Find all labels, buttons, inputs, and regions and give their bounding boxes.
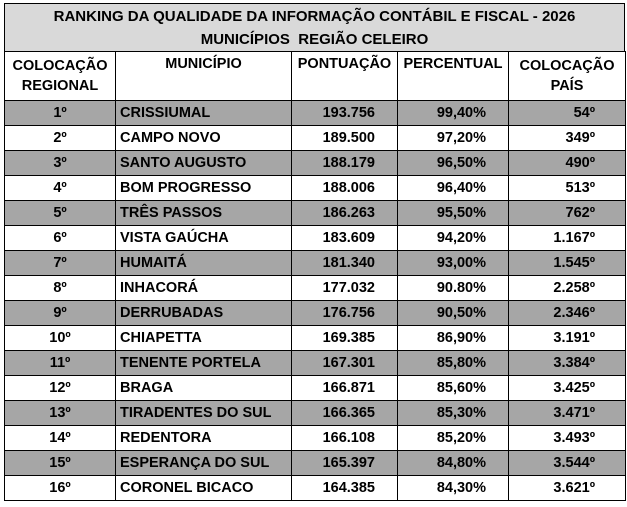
cell-colocacao-regional: 10º	[5, 326, 116, 351]
cell-percentual: 84,30%	[398, 476, 509, 501]
ranking-table	[4, 51, 626, 501]
cell-pontuacao: 183.609	[292, 226, 398, 251]
cell-colocacao-pais: 1.167º	[509, 226, 626, 251]
cell-municipio: TRÊS PASSOS	[116, 201, 292, 226]
cell-percentual: 94,20%	[398, 226, 509, 251]
cell-pontuacao: 181.340	[292, 251, 398, 276]
table-row	[5, 101, 626, 126]
cell-colocacao-regional: 13º	[5, 401, 116, 426]
header-municipio	[116, 52, 292, 101]
table-row	[5, 126, 626, 151]
cell-municipio: TENENTE PORTELA	[116, 351, 292, 376]
cell-pontuacao: 193.756	[292, 101, 398, 126]
cell-percentual: 97,20%	[398, 126, 509, 151]
cell-municipio: BOM PROGRESSO	[116, 176, 292, 201]
cell-pontuacao: 166.108	[292, 426, 398, 451]
header-row	[5, 52, 626, 101]
header-colocacao-pais	[509, 52, 626, 101]
table-row	[5, 301, 626, 326]
cell-percentual: 84,80%	[398, 451, 509, 476]
cell-municipio: CHIAPETTA	[116, 326, 292, 351]
cell-colocacao-pais: 54º	[509, 101, 626, 126]
table-row	[5, 326, 626, 351]
cell-municipio: HUMAITÁ	[116, 251, 292, 276]
cell-percentual: 96,40%	[398, 176, 509, 201]
header-colocacao-regional-line1: COLOCAÇÃO	[12, 58, 108, 74]
cell-colocacao-pais: 2.346º	[509, 301, 626, 326]
cell-pontuacao: 176.756	[292, 301, 398, 326]
ranking-sheet	[4, 3, 625, 501]
cell-colocacao-pais: 3.493º	[509, 426, 626, 451]
cell-percentual: 85,60%	[398, 376, 509, 401]
cell-pontuacao: 169.385	[292, 326, 398, 351]
cell-colocacao-pais: 762º	[509, 201, 626, 226]
cell-colocacao-regional: 7º	[5, 251, 116, 276]
cell-pontuacao: 188.179	[292, 151, 398, 176]
header-colocacao-pais-line1: COLOCAÇÃO	[519, 58, 615, 74]
cell-colocacao-regional: 16º	[5, 476, 116, 501]
title-block	[4, 3, 625, 51]
table-row	[5, 251, 626, 276]
table-row	[5, 151, 626, 176]
cell-colocacao-pais: 3.425º	[509, 376, 626, 401]
cell-percentual: 85,20%	[398, 426, 509, 451]
cell-pontuacao: 164.385	[292, 476, 398, 501]
cell-colocacao-regional: 14º	[5, 426, 116, 451]
cell-colocacao-regional: 3º	[5, 151, 116, 176]
cell-percentual: 85,80%	[398, 351, 509, 376]
table-row	[5, 476, 626, 501]
cell-colocacao-regional: 1º	[5, 101, 116, 126]
cell-percentual: 99,40%	[398, 101, 509, 126]
table-row	[5, 176, 626, 201]
cell-percentual: 96,50%	[398, 151, 509, 176]
cell-municipio: BRAGA	[116, 376, 292, 401]
cell-municipio: VISTA GAÚCHA	[116, 226, 292, 251]
table-row	[5, 276, 626, 301]
cell-pontuacao: 165.397	[292, 451, 398, 476]
cell-pontuacao: 166.365	[292, 401, 398, 426]
title-line-1: RANKING DA QUALIDADE DA INFORMAÇÃO CONTÁBIL E FISCAL - 2026	[53, 8, 576, 25]
table-row	[5, 201, 626, 226]
cell-colocacao-pais: 513º	[509, 176, 626, 201]
cell-colocacao-regional: 9º	[5, 301, 116, 326]
cell-colocacao-pais: 1.545º	[509, 251, 626, 276]
cell-colocacao-pais: 3.384º	[509, 351, 626, 376]
cell-percentual: 95,50%	[398, 201, 509, 226]
cell-municipio: SANTO AUGUSTO	[116, 151, 292, 176]
cell-percentual: 93,00%	[398, 251, 509, 276]
cell-colocacao-regional: 12º	[5, 376, 116, 401]
header-pontuacao-label: PONTUAÇÃO	[297, 56, 392, 72]
table-body	[5, 101, 626, 501]
cell-colocacao-regional: 6º	[5, 226, 116, 251]
cell-colocacao-pais: 3.544º	[509, 451, 626, 476]
cell-colocacao-pais: 3.191º	[509, 326, 626, 351]
title-line-2: MUNICÍPIOS REGIÃO CELEIRO	[200, 31, 429, 48]
cell-municipio: INHACORÁ	[116, 276, 292, 301]
header-municipio-label: MUNICÍPIO	[165, 56, 242, 72]
cell-municipio: DERRUBADAS	[116, 301, 292, 326]
cell-colocacao-pais: 2.258º	[509, 276, 626, 301]
cell-municipio: CRISSIUMAL	[116, 101, 292, 126]
cell-percentual: 85,30%	[398, 401, 509, 426]
table-row	[5, 351, 626, 376]
cell-percentual: 90.80%	[398, 276, 509, 301]
table-row	[5, 376, 626, 401]
cell-colocacao-regional: 11º	[5, 351, 116, 376]
header-percentual-label: PERCENTUAL	[403, 56, 503, 72]
cell-colocacao-regional: 8º	[5, 276, 116, 301]
cell-colocacao-pais: 349º	[509, 126, 626, 151]
cell-colocacao-regional: 5º	[5, 201, 116, 226]
cell-municipio: REDENTORA	[116, 426, 292, 451]
cell-colocacao-regional: 2º	[5, 126, 116, 151]
table-row	[5, 451, 626, 476]
cell-pontuacao: 166.871	[292, 376, 398, 401]
cell-pontuacao: 186.263	[292, 201, 398, 226]
cell-colocacao-regional: 15º	[5, 451, 116, 476]
header-percentual	[398, 52, 509, 101]
cell-colocacao-regional: 4º	[5, 176, 116, 201]
table-row	[5, 401, 626, 426]
cell-percentual: 86,90%	[398, 326, 509, 351]
header-colocacao-pais-line2: PAÍS	[550, 78, 584, 94]
cell-pontuacao: 177.032	[292, 276, 398, 301]
cell-municipio: CAMPO NOVO	[116, 126, 292, 151]
cell-pontuacao: 167.301	[292, 351, 398, 376]
header-colocacao-regional	[5, 52, 116, 101]
cell-colocacao-pais: 3.471º	[509, 401, 626, 426]
header-colocacao-regional-line2: REGIONAL	[21, 78, 99, 94]
cell-municipio: ESPERANÇA DO SUL	[116, 451, 292, 476]
cell-municipio: CORONEL BICACO	[116, 476, 292, 501]
table-row	[5, 226, 626, 251]
cell-pontuacao: 189.500	[292, 126, 398, 151]
cell-percentual: 90,50%	[398, 301, 509, 326]
cell-colocacao-pais: 490º	[509, 151, 626, 176]
cell-pontuacao: 188.006	[292, 176, 398, 201]
cell-municipio: TIRADENTES DO SUL	[116, 401, 292, 426]
table-row	[5, 426, 626, 451]
header-pontuacao	[292, 52, 398, 101]
cell-colocacao-pais: 3.621º	[509, 476, 626, 501]
